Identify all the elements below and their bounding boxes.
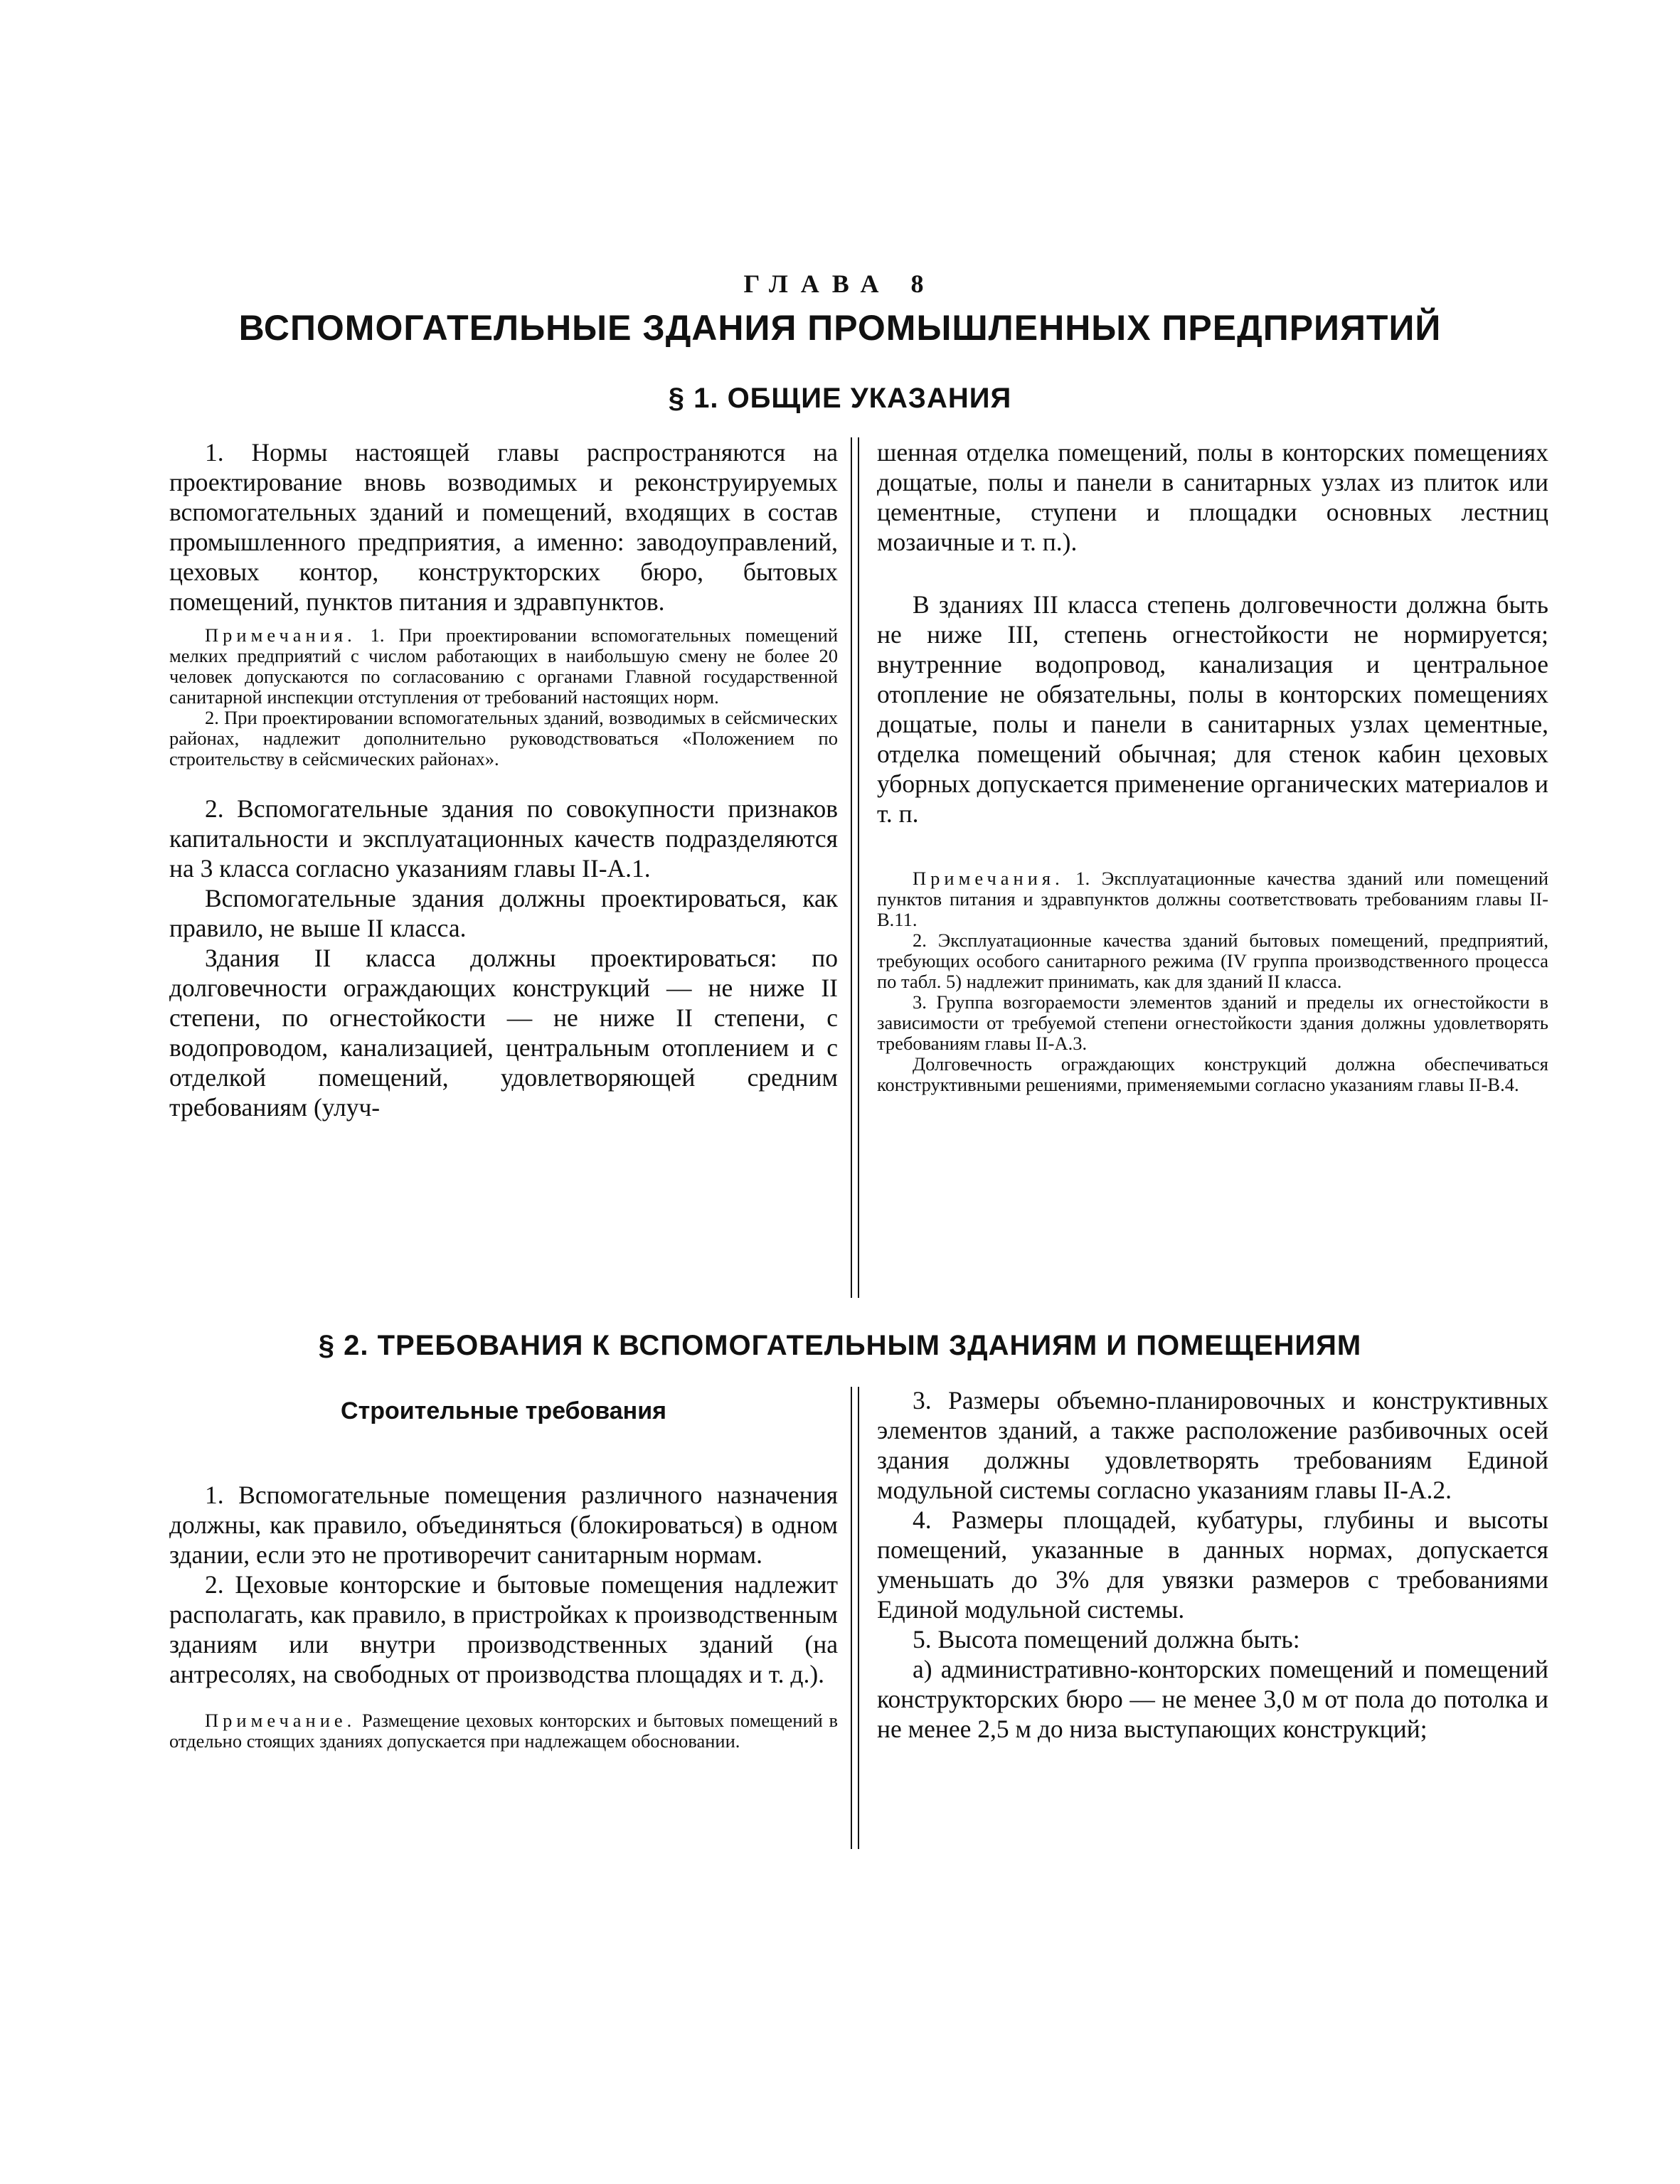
paragraph: а) административно-конторских помещений и помещений конструкторских бюро — не менее 3,0 м от пола до потолка и не менее 2,5 м до низа выступающих конструкций;	[877, 1655, 1548, 1743]
subheading: Строительные требования	[341, 1397, 666, 1424]
note-text: 1. При проектировании вспомогательных помещений мелких предприятий с числом работающих в наибольшую смену не более 20 человек допускаются по согласованию с органами Главной государственной санитарной инспекции отступления от требований настоящих норм.	[169, 624, 838, 708]
section-1-right-column	[877, 437, 1548, 1095]
section-2-left-column	[169, 1390, 838, 1752]
note-label: Примечание.	[205, 1710, 356, 1731]
note-label: Примечания.	[913, 868, 1064, 889]
note: 2. Эксплуатационные качества зданий бытовых помещений, предприятий, требующих особого санитарного режима (IV группа производственного процесса по табл. 5) надлежит принимать, как для зданий II класса.	[877, 929, 1548, 992]
note-text: Размещение цеховых конторских и бытовых помещений в отдельно стоящих зданиях допускается при надлежащем обосновании.	[169, 1710, 839, 1752]
column-divider	[851, 437, 859, 1298]
note	[169, 625, 838, 708]
paragraph: Здания II класса должны проектироваться: по долговечности ограждающих конструкций — не ниже II степени, по огнестойкости — не ниже II степени, с водопроводом, канализацией, центральным отоплением и с отделкой помещений, удовлетворяющей средним требованиям (улуч-	[169, 944, 838, 1122]
paragraph: Вспомогательные здания должны проектироваться, как правило, не выше II класса.	[169, 884, 838, 942]
paragraph: 5. Высота помещений должна быть:	[913, 1625, 1300, 1653]
paragraph: 1. Вспомогательные помещения различного назначения должны, как правило, объединяться (блокироваться) в одном здании, если это не противоречит санитарным нормам.	[169, 1481, 838, 1569]
note-text: 1. Эксплуатационные качества зданий или помещений пунктов питания и здравпунктов должны соответствовать требованиям главы II-В.11.	[877, 868, 1549, 930]
note: 3. Группа возгораемости элементов зданий и пределы их огнестойкости в зависимости от требуемой степени огнестойкости здания должны удовлетворять требованиям главы II-А.3.	[877, 991, 1548, 1054]
paragraph: 2. Вспомогательные здания по совокупности признаков капитальности и эксплуатационных качеств подразделяются на 3 класса согласно указаниям главы II-А.1.	[169, 794, 838, 883]
section-1-title: § 1. ОБЩИЕ УКАЗАНИЯ	[668, 383, 1012, 414]
section-2-title: § 2. ТРЕБОВАНИЯ К ВСПОМОГАТЕЛЬНЫМ ЗДАНИЯМ И ПОМЕЩЕНИЯМ	[318, 1330, 1362, 1361]
chapter-title: ВСПОМОГАТЕЛЬНЫЕ ЗДАНИЯ ПРОМЫШЛЕННЫХ ПРЕДПРИЯТИЙ	[238, 308, 1442, 348]
note: 2. При проектировании вспомогательных зданий, возводимых в сейсмических районах, надлежит дополнительно руководствоваться «Положением по строительству в сейсмических районах».	[169, 707, 838, 769]
column-divider	[851, 1387, 859, 1849]
paragraph: В зданиях III класса степень долговечности должна быть не ниже III, степень огнестойкости не нормируется; внутренние водопровод, канализация и центральное отопление не обязательны, полы в конторских помещениях дощатые, полы и панели в санитарных узлах цементные, отделка помещений обычная; для стенок кабин цеховых уборных допускается применение органических материалов и т. п.	[877, 590, 1548, 828]
note-label: Примечания.	[205, 624, 356, 646]
note: Долговечность ограждающих конструкций должна обеспечиваться конструктивными решениями, применяемыми согласно указаниям главы II-В.4.	[877, 1053, 1548, 1095]
note	[877, 868, 1548, 930]
note	[169, 1710, 838, 1752]
section-1-left-column	[169, 437, 838, 1122]
paragraph: 4. Размеры площадей, кубатуры, глубины и высоты помещений, указанные в данных нормах, допускается уменьшать до 3% для увязки размеров с требованиями Единой модульной системы.	[877, 1506, 1548, 1624]
paragraph: шенная отделка помещений, полы в конторских помещениях дощатые, полы и панели в санитарных узлах из плиток или цементные, ступени и площадки основных лестниц мозаичные и т. п.).	[877, 438, 1548, 556]
section-2-right-column	[877, 1385, 1548, 1744]
paragraph: 2. Цеховые конторские и бытовые помещения надлежит располагать, как правило, в пристройках к производственным зданиям или внутри производственных зданий (на антресолях, на свободных от производства площадях и т. д.).	[169, 1570, 838, 1688]
paragraph: 1. Нормы настоящей главы распространяются на проектирование вновь возводимых и реконструируемых вспомогательных зданий и помещений, входящих в состав промышленного предприятия, а именно: заводоуправлений, цеховых контор, конструкторских бюро, бытовых помещений, пунктов питания и здравпунктов.	[169, 438, 838, 616]
paragraph: 3. Размеры объемно-планировочных и конструктивных элементов зданий, а также расположение разбивочных осей здания должны удовлетворять требованиям Единой модульной системы согласно указаниям главы II-А.2.	[877, 1386, 1548, 1504]
chapter-label: ГЛАВА 8	[743, 270, 937, 298]
